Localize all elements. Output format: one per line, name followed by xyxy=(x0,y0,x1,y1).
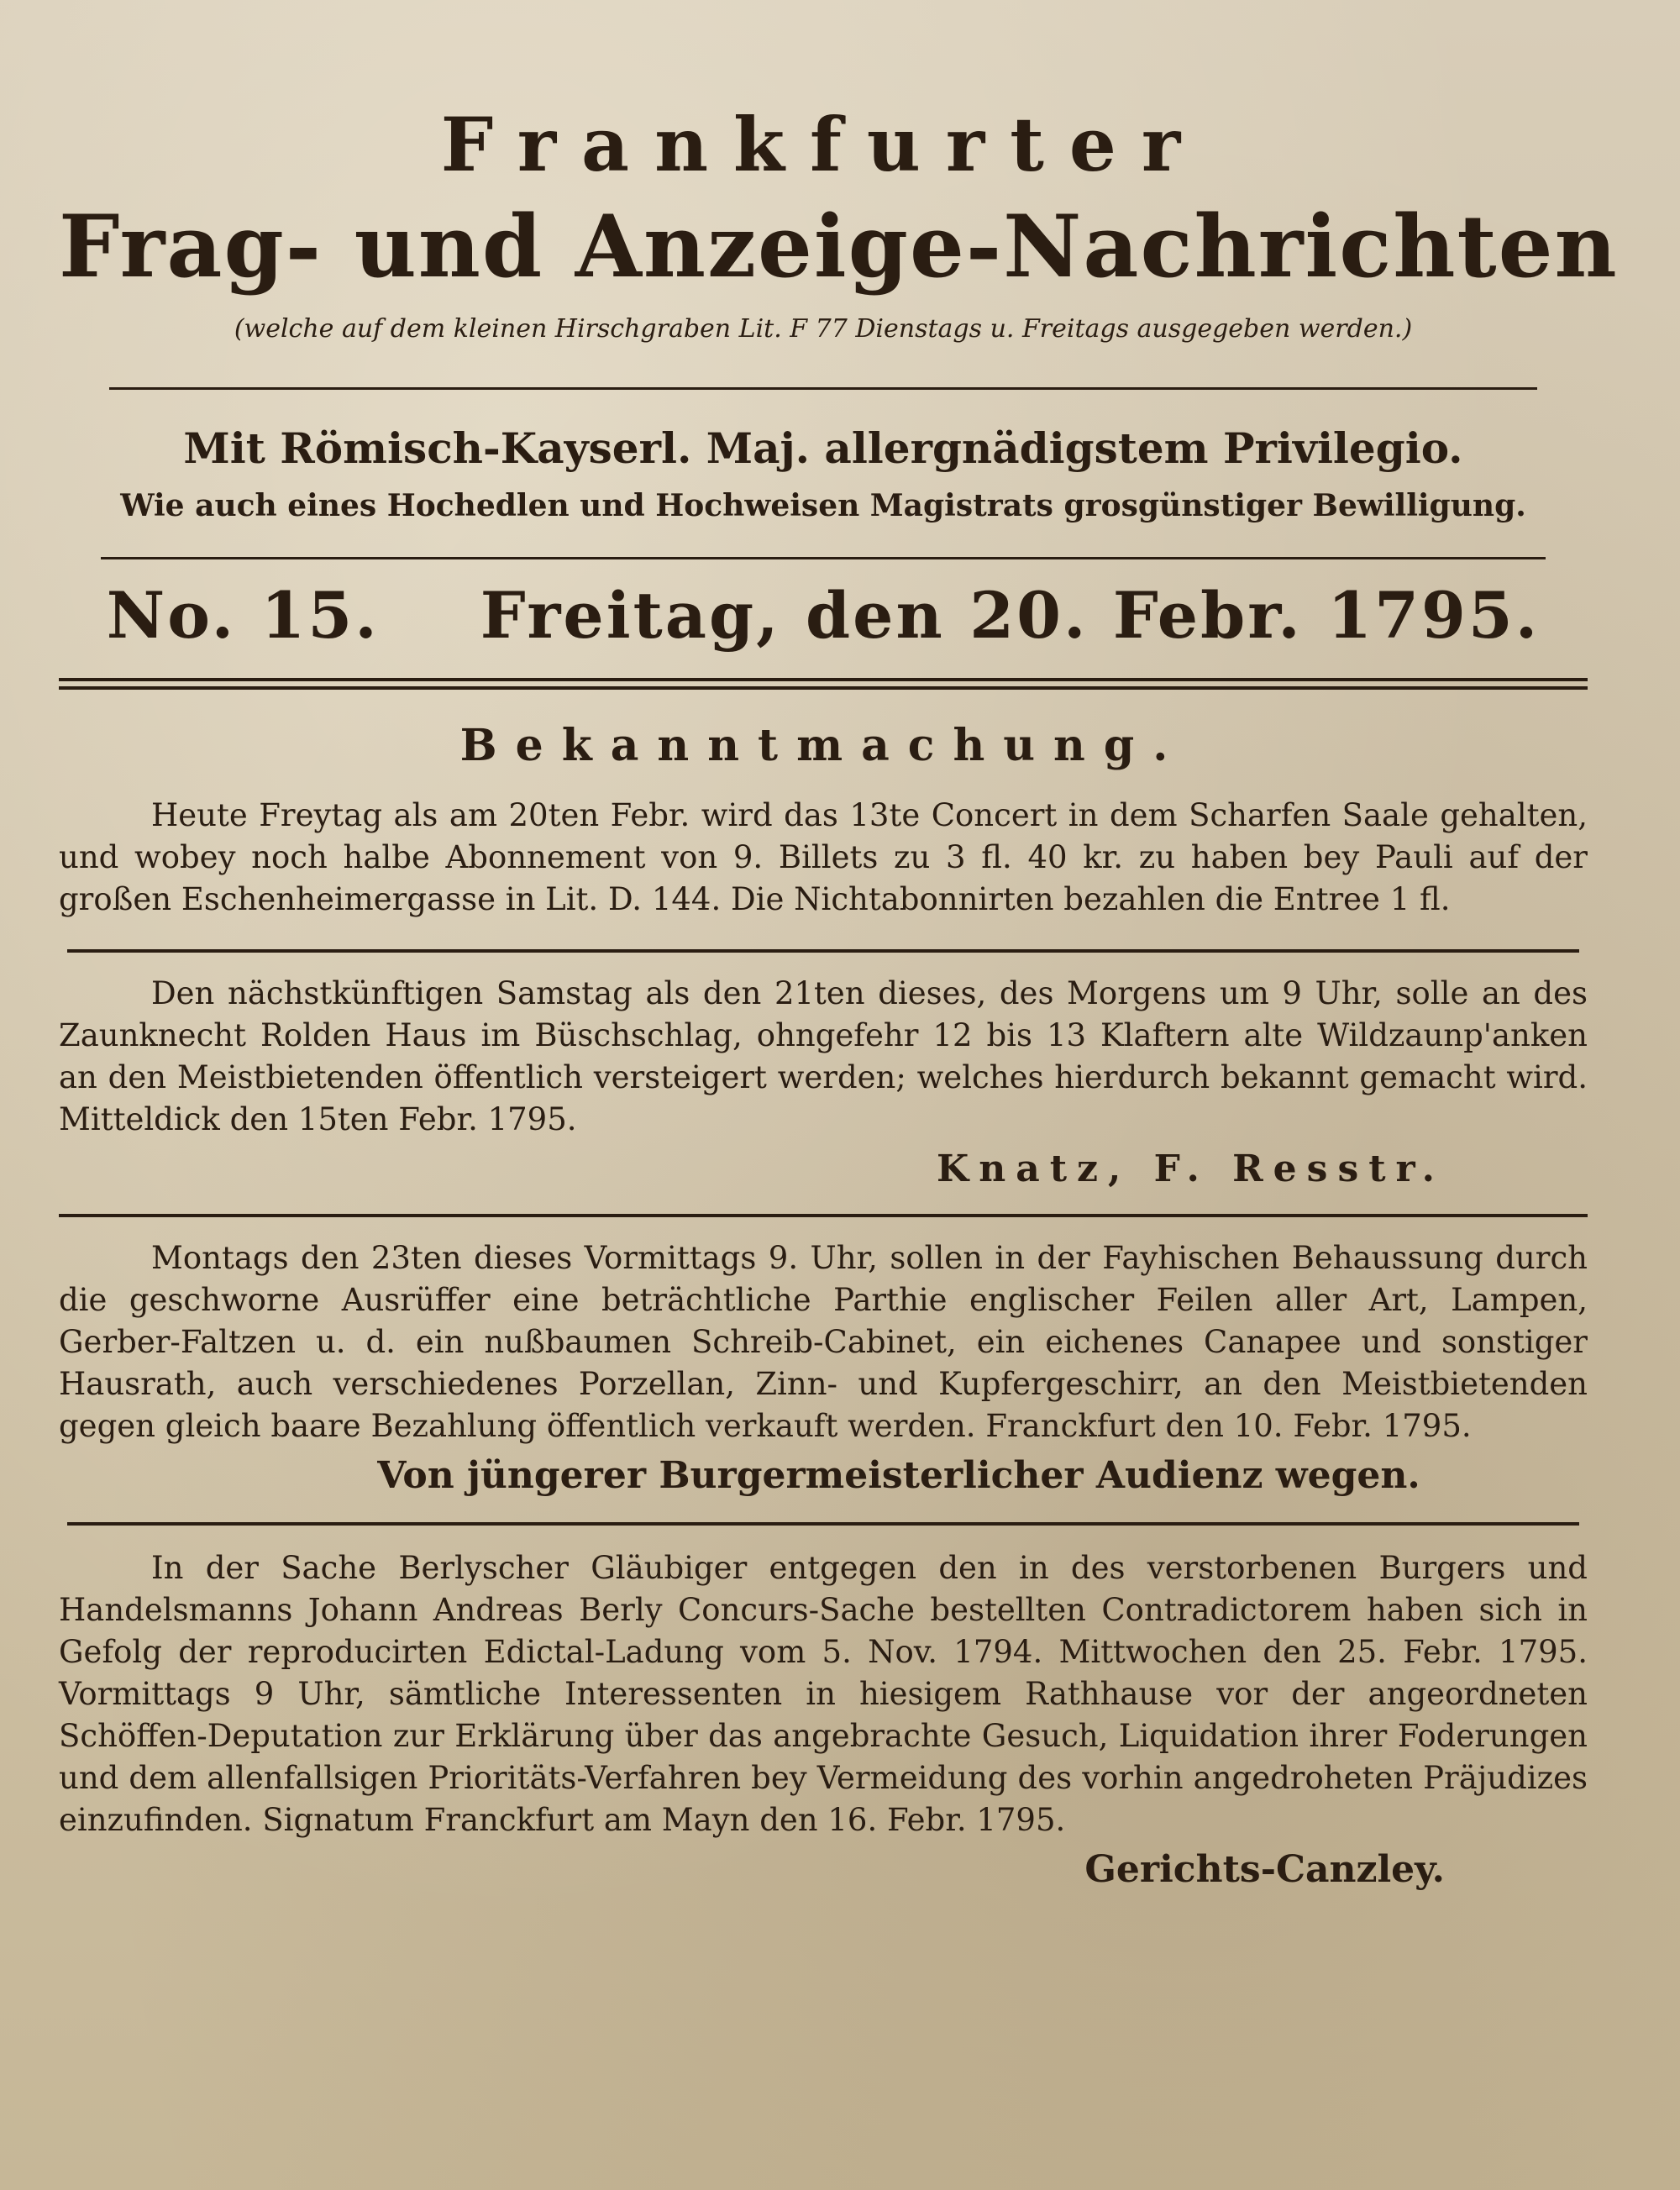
notice-1 xyxy=(59,795,1588,921)
issue-date: Freitag, den 20. Febr. 1795. xyxy=(480,578,1541,653)
double-divider xyxy=(59,678,1588,690)
notice-1-text: Heute Freytag als am 20ten Febr. wird das 13te Concert in dem Scharfen Saale gehalten, und wobey noch halbe Abonnement von 9. Billets zu 3 fl. 40 kr. zu haben bey Pauli auf der großen Eschenheimergasse in Lit. D. 144. Die Nichtabonnirten bezahlen die Entree 1 fl. xyxy=(59,797,1588,917)
notice-3-signature: Von jüngerer Burgermeisterlicher Audienz wegen. xyxy=(377,1454,1420,1497)
notice-4-signature: Gerichts-Canzley. xyxy=(1084,1848,1445,1891)
divider xyxy=(67,1522,1579,1526)
privilege-line2: Wie auch eines Hochedlen und Hochweisen Magistrats grosgünstiger Bewilligung. xyxy=(120,488,1526,523)
notice-4-text: In der Sache Berlyscher Gläubiger entgegen den in des verstorbenen Burgers und Handelsmanns Johann Andreas Berly Concurs-Sache bestellten Contradictorem haben sich in Gefolg der reproducirten Edictal-Ladung vom 5. Nov. 1794. Mittwochen den 25. Febr. 1795. Vormittags 9 Uhr, sämtliche Interessenten in hiesigem Rathhause vor der angeordneten Schöffen-Deputation zur Erklärung über das angebrachte Gesuch, Liquidation ihrer Foderungen und dem allenfallsigen Prioritäts-Verfahren bey Vermeidung des vorhin angedroheten Präjudizes einzufinden. Signatum Franckfurt am Mayn den 16. Febr. 1795. xyxy=(59,1550,1588,1838)
notice-3-text: Montags den 23ten dieses Vormittags 9. Uhr, sollen in der Fayhischen Behaussung durch die geschworne Ausrüffer eine beträchtliche Parthie englischer Feilen aller Art, Lampen, Gerber-Faltzen u. d. ein nußbaumen Schreib-Cabinet, ein eichenes Canapee und sonstiger Hausrath, auch verschiedenes Porzellan, Zinn- und Kupfergeschirr, an den Meistbietenden gegen gleich baare Bezahlung öffentlich verkauft werden. Franckfurt den 10. Febr. 1795. xyxy=(59,1240,1588,1444)
notice-2-text: Den nächstkünftigen Samstag als den 21ten dieses, des Morgens um 9 Uhr, solle an des Zaunknecht Rolden Haus im Büschschlag, ohngefehr 12 bis 13 Klaftern alte Wildzaunp'anken an den Meistbietenden öffentlich versteigert werden; welches hierdurch bekannt gemacht wird. Mitteldick den 15ten Febr. 1795. xyxy=(59,975,1588,1137)
divider xyxy=(67,949,1579,953)
notice-4 xyxy=(59,1547,1588,1891)
divider xyxy=(59,1214,1588,1217)
masthead-title-line2: Frag- und Anzeige-Nachrichten xyxy=(59,197,1619,297)
privilege-block xyxy=(59,423,1588,523)
masthead-subtitle: (welche auf dem kleinen Hirschgraben Lit. F 77 Dienstags u. Freitags ausgegeben werden.) xyxy=(234,314,1413,344)
divider xyxy=(109,387,1537,390)
issue-number: No. 15. xyxy=(106,578,380,653)
divider xyxy=(101,557,1546,559)
masthead-title-line1: Frankfurter xyxy=(440,101,1206,188)
issue-line xyxy=(59,578,1588,653)
notice-2-signature: Knatz, F. Resstr. xyxy=(936,1148,1445,1190)
section-heading: Bekanntmachung. xyxy=(459,720,1187,771)
notice-3 xyxy=(59,1237,1588,1497)
notice-2 xyxy=(59,973,1588,1190)
privilege-line1: Mit Römisch-Kayserl. Maj. allergnädigstem Privilegio. xyxy=(183,423,1463,473)
masthead xyxy=(59,101,1619,344)
